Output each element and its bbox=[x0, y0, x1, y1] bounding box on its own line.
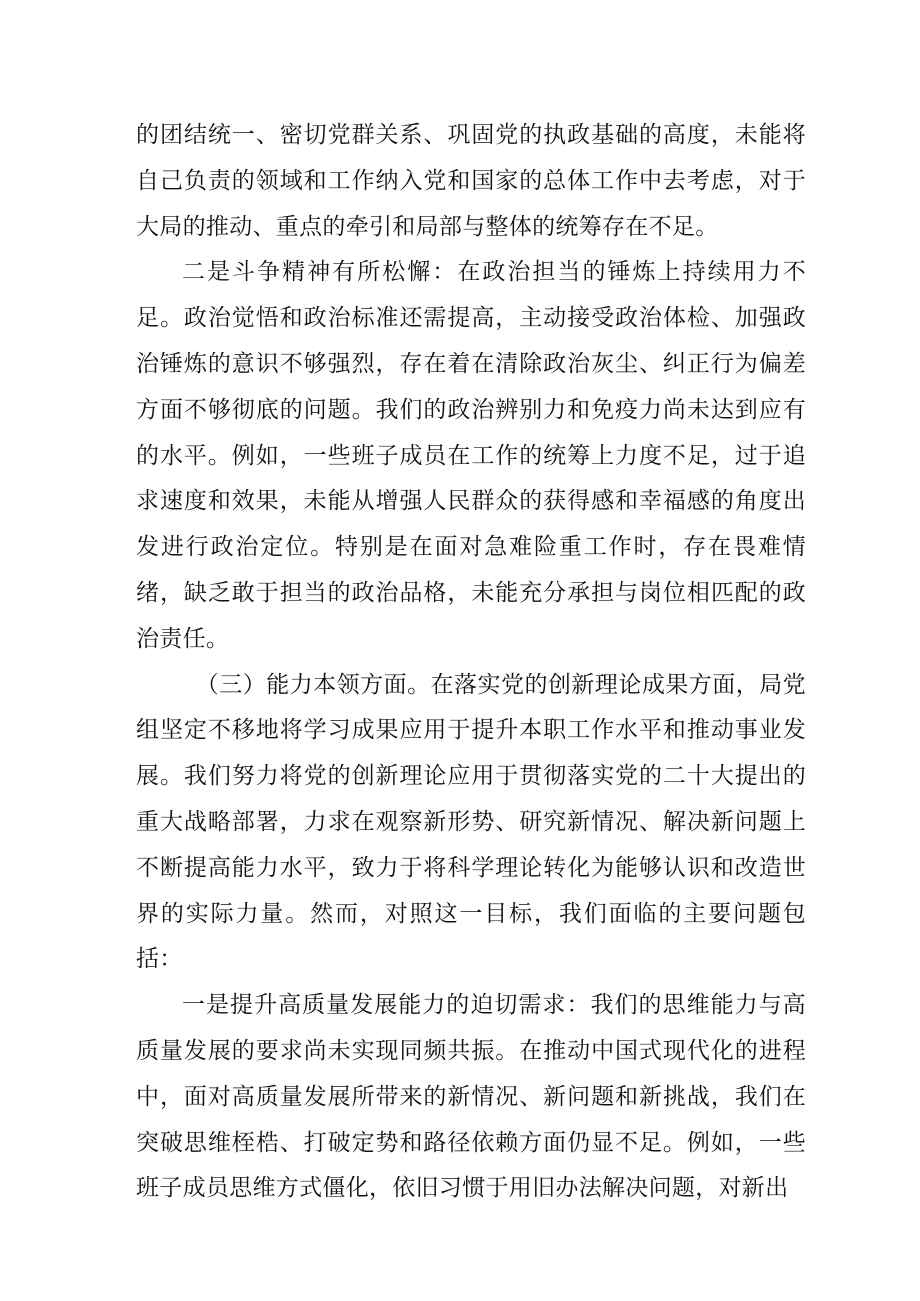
paragraph-development-ability: 一是提升高质量发展能力的迫切需求：我们的思维能力与高质量发展的要求尚未实现同频共振。在推动中国式现代化的进程中，面对高质量发展所带来的新情况、新问题和新挑战，我们在突破思维桎梏、打破定势和路径依赖方面仍显不足。例如，一些班子成员思维方式僵化，依旧习惯于用旧办法解决问题，对新出 bbox=[136, 992, 806, 1202]
paragraph-ability-section: （三）能力本领方面。在落实党的创新理论成果方面，局党组坚定不移地将学习成果应用于提升本职工作水平和推动事业发展。我们努力将党的创新理论应用于贯彻落实党的二十大提出的重大战略部署，力求在观察新形势、研究新情况、解决新问题上不断提高能力水平，致力于将科学理论转化为能够认识和改造世界的实际力量。然而，对照这一目标，我们面临的主要问题包括： bbox=[136, 671, 806, 973]
paragraph-continuation: 的团结统一、密切党群关系、巩固党的执政基础的高度，未能将自己负责的领域和工作纳入党和国家的总体工作中去考虑，对于大局的推动、重点的牵引和局部与整体的统筹存在不足。 bbox=[136, 122, 806, 240]
paragraph-struggle-spirit: 二是斗争精神有所松懈：在政治担当的锤炼上持续用力不足。政治觉悟和政治标准还需提高，主动接受政治体检、加强政治锤炼的意识不够强烈，存在着在清除政治灰尘、纠正行为偏差方面不够彻底的问题。我们的政治辨别力和免疫力尚未达到应有的水平。例如，一些班子成员在工作的统筹上力度不足，过于追求速度和效果，未能从增强人民群众的获得感和幸福感的角度出发进行政治定位。特别是在面对急难险重工作时，存在畏难情绪，缺乏敢于担当的政治品格，未能充分承担与岗位相匹配的政治责任。 bbox=[136, 259, 806, 652]
body-text bbox=[136, 113, 806, 1212]
